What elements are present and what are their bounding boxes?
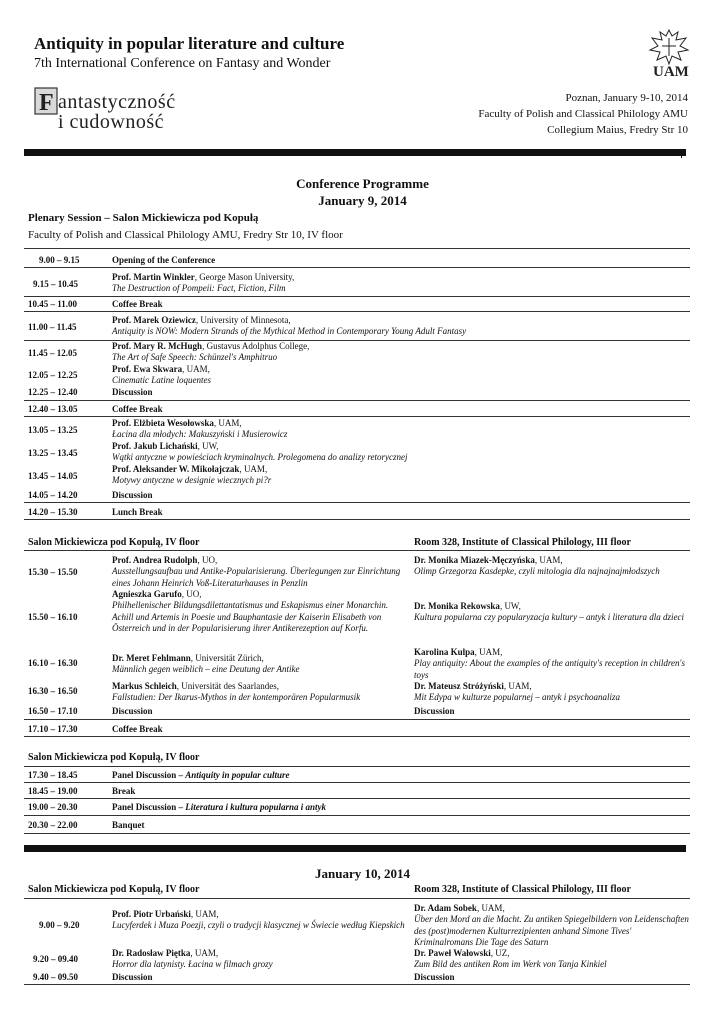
venue-info <box>478 90 688 138</box>
speaker-name: Dr. Paweł Wałowski <box>414 948 491 958</box>
row-divider <box>24 815 690 816</box>
speaker-affiliation: , UAM, <box>474 647 503 657</box>
parallel-table-bottom <box>24 736 690 737</box>
evening-time: 20.30 – 22.00 <box>28 820 78 830</box>
speaker-name: Dr. Monika Rekowska <box>414 601 500 611</box>
day2-time: 9.40 – 09.50 <box>33 972 78 982</box>
day1-time: 14.20 – 15.30 <box>28 507 78 517</box>
speaker-affiliation: , Gustavus Adolphus College, <box>202 341 310 351</box>
speaker-name: Prof. Aleksander W. Mikołajczak <box>112 464 240 474</box>
talk-title: Kultura popularna czy popularyzacja kultury – antyk i literatura dla dzieci <box>414 612 684 623</box>
svg-text:antastyczność: antastyczność <box>58 91 176 113</box>
row-divider <box>24 798 690 799</box>
svg-text:i cudowność: i cudowność <box>58 111 165 133</box>
talk-title: Horror dla latynisty. Łacina w filmach grozy <box>112 959 273 970</box>
speaker-affiliation: , UO, <box>197 555 218 565</box>
event-italic: Literatura i kultura popularna i antyk <box>185 802 327 812</box>
speaker-name: Prof. Mary R. McHugh <box>112 341 203 351</box>
parallel-discussion-right: Discussion <box>414 706 455 716</box>
day1-event: Coffee Break <box>112 299 163 309</box>
venue-line-2: Faculty of Polish and Classical Philology AMU <box>478 108 688 120</box>
day1-time: 12.40 – 13.05 <box>28 404 78 414</box>
speaker-affiliation: , Universität Zürich, <box>190 653 264 663</box>
day1-time: 12.05 – 12.25 <box>28 370 78 380</box>
programme-heading: Conference Programme <box>296 176 429 191</box>
talk-title: Über den Mord an die Macht. Zu antiken Spiegelbildern von Leidenschaften des (post)modernen Kulturrezipienten anhand Simone Tives' Kriminalromans Die Tage des Saturn <box>414 914 689 947</box>
speaker-affiliation: , UW, <box>499 601 521 611</box>
conference-subtitle: 7th International Conference on Fantasy and Wonder <box>34 56 331 71</box>
talk-title: Cinematic Latine loquentes <box>112 375 211 386</box>
speaker-name: Dr. Radosław Piętka <box>112 948 191 958</box>
speaker-name: Prof. Elżbieta Wesołowska <box>112 418 214 428</box>
row-divider <box>24 296 690 297</box>
talk-title: Łacina dla młodych: Makuszyński i Musierowicz <box>112 429 288 440</box>
day1-table-top <box>24 248 690 249</box>
talk-title: Wątki antyczne w powieściach kryminalnych. Prolegomena do analizy retorycznej <box>112 452 408 463</box>
parallel-table-top <box>24 550 690 551</box>
day2-left-heading: Salon Mickiewicza pod Kopułą, IV floor <box>28 884 200 895</box>
speaker-name: Dr. Mateusz Stróżyński <box>414 681 504 691</box>
header-divider <box>24 149 686 156</box>
day1-time: 13.25 – 13.45 <box>28 448 78 458</box>
parallel-talk-right <box>414 681 689 704</box>
talk-title: Männlich gegen weiblich – eine Deutung der Antike <box>112 664 300 675</box>
parallel-left-heading: Salon Mickiewicza pod Kopułą, IV floor <box>28 537 200 548</box>
day1-talk <box>112 464 271 487</box>
talk-title: Fallstudien: Der Ikarus-Mythos in der kontemporären Popularmusik <box>112 692 361 703</box>
row-divider <box>24 400 690 401</box>
speaker-affiliation: , UAM, <box>213 418 242 428</box>
fantastycznosc-logo <box>34 86 204 134</box>
row-divider <box>24 416 690 417</box>
row-divider <box>24 719 690 720</box>
conference-title: Antiquity in popular literature and culture <box>34 34 345 53</box>
talk-title: The Art of Safe Speech: Schünzel's Amphitruo <box>112 352 278 363</box>
talk-title: Play antiquity: About the examples of the antiquity's reception in children's toys <box>414 658 685 680</box>
parallel-talk-left <box>112 681 407 704</box>
speaker-name: Prof. Jakub Lichański <box>112 441 198 451</box>
evening-time: 19.00 – 20.30 <box>28 802 78 812</box>
talk-title: The Destruction of Pompeii: Fact, Fiction, Film <box>112 283 286 294</box>
talk-title: Antiquity is NOW: Modern Strands of the Mythical Method in Contemporary Young Adult Fantasy <box>112 326 467 337</box>
day2-discussion-right: Discussion <box>414 972 455 982</box>
speaker-affiliation: , UAM, <box>534 555 563 565</box>
plenary-heading: Plenary Session – Salon Mickiewicza pod Kopułą <box>28 212 259 224</box>
evening-table-bottom <box>24 833 690 834</box>
day2-discussion-left: Discussion <box>112 972 153 982</box>
uam-eagle-logo <box>648 26 690 78</box>
parallel-time: 15.30 – 15.50 <box>28 567 78 577</box>
speaker-name: Markus Schleich <box>112 681 177 691</box>
parallel-talk-right <box>414 555 689 578</box>
day1-time: 13.45 – 14.05 <box>28 471 78 481</box>
parallel-time: 16.50 – 17.10 <box>28 706 78 716</box>
row-divider <box>24 311 690 312</box>
speaker-affiliation: , Universität des Saarlandes, <box>176 681 279 691</box>
day2-time: 9.20 – 09.40 <box>33 954 78 964</box>
speaker-affiliation: , UAM, <box>182 364 210 374</box>
evening-time: 17.30 – 18.45 <box>28 770 78 780</box>
speaker-name: Prof. Piotr Urbański <box>112 909 191 919</box>
day1-talk <box>112 341 309 364</box>
day-divider <box>24 845 686 852</box>
parallel-talk-right <box>414 647 689 681</box>
talk-title: Mit Edypa w kulturze popularnej – antyk i psychoanaliza <box>414 692 620 703</box>
day2-date: January 10, 2014 <box>315 866 410 881</box>
day1-time: 12.25 – 12.40 <box>28 387 78 397</box>
speaker-name: Dr. Meret Fehlmann <box>112 653 191 663</box>
svg-text:UAM: UAM <box>653 64 689 78</box>
day2-table-top <box>24 898 690 899</box>
parallel-talk-left <box>112 555 407 589</box>
parallel-coffee: Coffee Break <box>112 724 163 734</box>
speaker-name: Prof. Marek Oziewicz <box>112 315 196 325</box>
day1-time: 9.15 – 10.45 <box>33 279 78 289</box>
parallel-talk-left <box>112 589 407 634</box>
parallel-time: 15.50 – 16.10 <box>28 612 78 622</box>
talk-title: Motywy antyczne w designie wiecznych pi?r <box>112 475 272 486</box>
evening-event <box>112 770 290 781</box>
day2-time: 9.00 – 9.20 <box>39 920 80 930</box>
day1-time: 11.45 – 12.05 <box>28 348 78 358</box>
speaker-name: Prof. Martin Winkler <box>112 272 195 282</box>
parallel-time: 16.30 – 16.50 <box>28 686 78 696</box>
event-label: Panel Discussion – <box>112 802 186 812</box>
speaker-affiliation: , UAM, <box>190 909 219 919</box>
day1-talk <box>112 272 294 295</box>
day2-talk-left <box>112 948 407 971</box>
day1-time: 10.45 – 11.00 <box>28 299 78 309</box>
programme-date-1: January 9, 2014 <box>318 193 407 208</box>
speaker-affiliation: , University of Minnesota, <box>195 315 291 325</box>
speaker-affiliation: , George Mason University, <box>194 272 295 282</box>
speaker-name: Dr. Monika Miazek-Męczyńska <box>414 555 535 565</box>
event-label: Panel Discussion – <box>112 770 186 780</box>
speaker-affiliation: , UAM, <box>476 903 505 913</box>
event-italic: Antiquity in popular culture <box>185 770 290 780</box>
day1-talk <box>112 441 408 464</box>
evening-heading: Salon Mickiewicza pod Kopułą, IV floor <box>28 752 200 763</box>
parallel-discussion-left: Discussion <box>112 706 153 716</box>
speaker-affiliation: , UAM, <box>239 464 268 474</box>
day1-table-bottom <box>24 519 690 520</box>
speaker-affiliation: , UAM, <box>503 681 532 691</box>
day1-talk <box>112 364 211 387</box>
day1-talk <box>112 418 287 441</box>
talk-title: Olimp Grzegorza Kasdepke, czyli mitologia dla najnajnajmłodszych <box>414 566 660 577</box>
day1-talk <box>112 315 466 338</box>
day1-event: Lunch Break <box>112 507 163 517</box>
day1-event: Opening of the Conference <box>112 255 216 265</box>
row-divider <box>24 267 690 268</box>
parallel-right-heading: Room 328, Institute of Classical Philology, III floor <box>414 537 631 548</box>
day1-event: Coffee Break <box>112 404 163 414</box>
evening-event: Banquet <box>112 820 145 830</box>
parallel-time: 17.10 – 17.30 <box>28 724 78 734</box>
evening-event <box>112 802 326 813</box>
venue-line-3: Collegium Maius, Fredry Str 10 <box>547 124 688 136</box>
talk-title: Lucyferdek i Muza Poezji, czyli o tradycji klasycznej w Świecie według Kiepskich <box>112 920 405 931</box>
talk-title: Ausstellungsaufbau und Antike-Popularisierung. Überlegungen zur Einrichtung eines Johann Heinrich Voß-Literaturhauses in Penzlin <box>112 566 401 588</box>
day2-talk-right <box>414 948 689 971</box>
parallel-talk-left <box>112 653 407 676</box>
plenary-place: Faculty of Polish and Classical Philology AMU, Fredry Str 10, IV floor <box>28 229 343 241</box>
speaker-name: Prof. Andrea Rudolph <box>112 555 198 565</box>
parallel-time: 16.10 – 16.30 <box>28 658 78 668</box>
evening-table-top <box>24 766 690 767</box>
day1-event: Discussion <box>112 387 153 397</box>
day1-time: 14.05 – 14.20 <box>28 490 78 500</box>
day2-right-heading: Room 328, Institute of Classical Philology, III floor <box>414 884 631 895</box>
speaker-affiliation: , UO, <box>181 589 202 599</box>
header-divider-tick <box>681 149 682 158</box>
day1-time: 11.00 – 11.45 <box>28 322 77 332</box>
speaker-affiliation: , UZ, <box>490 948 510 958</box>
speaker-name: Dr. Adam Sobek <box>414 903 477 913</box>
day2-table-bottom <box>24 984 690 985</box>
day1-time: 13.05 – 13.25 <box>28 425 78 435</box>
day1-event: Discussion <box>112 490 153 500</box>
evening-time: 18.45 – 19.00 <box>28 786 78 796</box>
svg-text:F: F <box>39 90 54 116</box>
talk-title: Philhellenischer Bildungsdilettantatismus und Eskapismus einer Monarchin. Achill und Artemis in Poesie und Bauphantasie der Kaiserin Elisabeth von Österreich und in der Popularisierung ihrer Antikerezeption auf Korfu. <box>112 600 389 633</box>
venue-line-1: Poznan, January 9-10, 2014 <box>565 92 688 104</box>
day1-time: 9.00 – 9.15 <box>39 255 80 265</box>
row-divider <box>24 782 690 783</box>
day2-talk-right <box>414 903 689 948</box>
speaker-name: Karolina Kulpa <box>414 647 475 657</box>
speaker-name: Prof. Ewa Skwara <box>112 364 183 374</box>
parallel-talk-right <box>414 601 689 624</box>
speaker-affiliation: , UW, <box>197 441 219 451</box>
evening-event: Break <box>112 786 136 796</box>
speaker-name: Agnieszka Garufo <box>112 589 182 599</box>
day2-talk-left <box>112 909 407 932</box>
row-divider <box>24 502 690 503</box>
speaker-affiliation: , UAM, <box>190 948 219 958</box>
talk-title: Zum Bild des antiken Rom im Werk von Tanja Kinkiel <box>414 959 607 970</box>
